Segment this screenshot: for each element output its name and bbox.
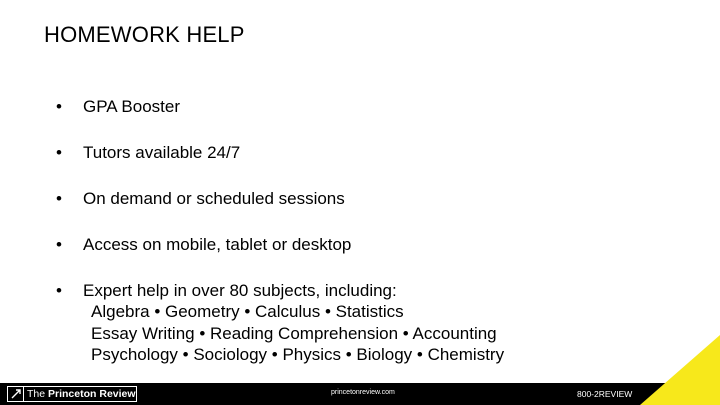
slide-title: HOMEWORK HELP <box>44 22 245 47</box>
bullet-text: GPA Booster <box>83 97 181 116</box>
bullet-item <box>56 234 504 255</box>
bullet-dot: • <box>56 143 62 162</box>
bullet-dot: • <box>56 97 62 116</box>
bullet-dot: • <box>56 189 62 208</box>
bullet-text: Tutors available 24/7 <box>83 143 241 162</box>
bullet-item <box>56 188 504 209</box>
website-text: princetonreview.com <box>331 389 395 396</box>
bullet-dot: • <box>56 235 62 254</box>
bullet-text: Expert help in over 80 subjects, including: <box>83 281 397 300</box>
subject-line: Psychology • Sociology • Physics • Biology • Chemistry <box>91 345 505 364</box>
logo-mark-icon <box>8 387 24 401</box>
subject-line: Essay Writing • Reading Comprehension • Accounting <box>91 323 497 343</box>
princeton-review-logo <box>7 386 137 402</box>
bullet-text: Access on mobile, tablet or desktop <box>83 235 352 254</box>
subject-line: Algebra • Geometry • Calculus • Statistics <box>91 302 404 321</box>
logo-text-the: The <box>27 388 46 400</box>
bullet-list <box>56 96 504 391</box>
bullet-item <box>56 142 504 163</box>
yellow-corner-accent <box>640 335 720 405</box>
bullet-dot: • <box>56 281 62 300</box>
bullet-item <box>56 96 504 117</box>
logo-text <box>24 388 136 400</box>
footer-bar <box>0 383 720 405</box>
bullet-text: On demand or scheduled sessions <box>83 189 345 208</box>
bullet-item <box>56 280 504 366</box>
logo-text-name: Princeton Review <box>48 388 136 400</box>
phone-text: 800-2REVIEW <box>577 389 633 399</box>
